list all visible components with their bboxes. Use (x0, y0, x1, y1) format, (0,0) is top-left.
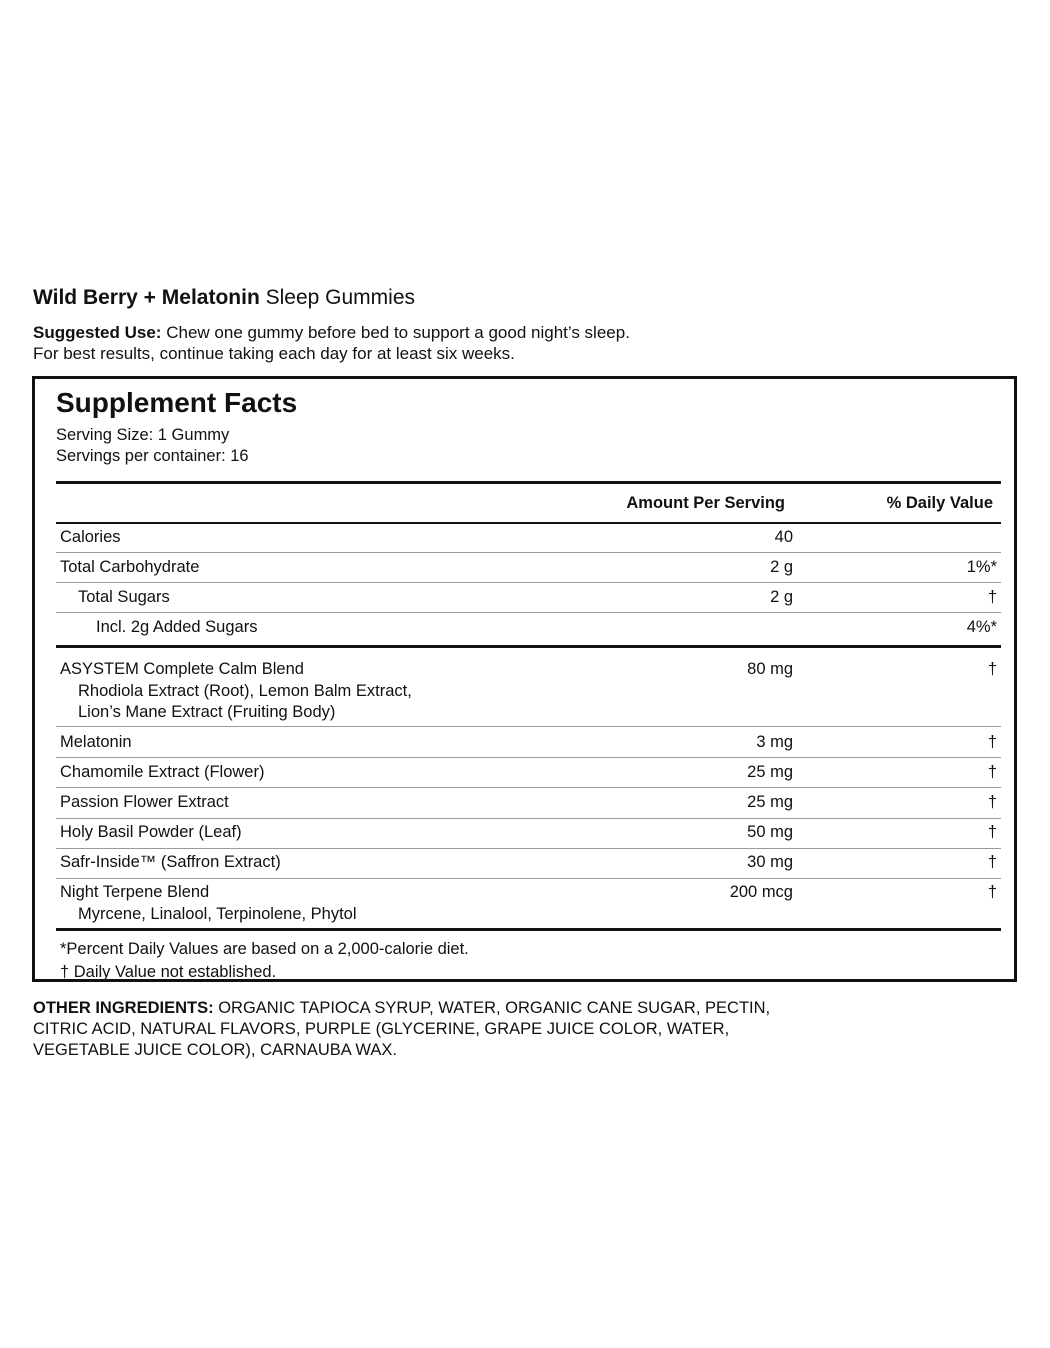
nutrient-name: Passion Flower Extract (60, 793, 229, 811)
nutrient-daily-value: † (987, 883, 997, 901)
nutrient-amount: 30 mg (747, 853, 793, 871)
nutrient-name: Night Terpene Blend (60, 883, 210, 901)
nutrient-daily-value: 4%* (966, 618, 997, 636)
serving-info (56, 425, 249, 467)
facts-title: Supplement Facts (56, 387, 298, 418)
nutrient-daily-value: † (987, 588, 997, 606)
column-header-daily-value: % Daily Value (886, 494, 993, 512)
nutrient-name: Holy Basil Powder (Leaf) (60, 823, 242, 841)
divider (56, 645, 1001, 648)
nutrient-name: Safr-Inside™ (Saffron Extract) (60, 853, 281, 871)
suggested-use-line1: Chew one gummy before bed to support a good night’s sleep. (166, 323, 630, 342)
divider (56, 928, 1001, 931)
nutrient-amount: 25 mg (747, 763, 793, 781)
other-ingredients (33, 998, 1013, 1061)
divider (56, 582, 1001, 583)
nutrient-daily-value: † (987, 733, 997, 751)
nutrient-daily-value: † (987, 763, 997, 781)
footnote-daily-values: *Percent Daily Values are based on a 2,000-calorie diet. (60, 940, 469, 958)
product-title (33, 286, 415, 310)
divider (56, 481, 1001, 484)
nutrient-name: Melatonin (60, 733, 132, 751)
other-ingredients-line2: CITRIC ACID, NATURAL FLAVORS, PURPLE (GLYCERINE, GRAPE JUICE COLOR, WATER, (33, 1020, 730, 1038)
nutrient-name: Total Carbohydrate (60, 558, 200, 576)
divider (56, 848, 1001, 849)
blend-ingredients-line2: Lion’s Mane Extract (Fruiting Body) (78, 703, 336, 721)
divider (56, 878, 1001, 879)
column-header-amount: Amount Per Serving (626, 494, 785, 512)
product-title-regular: Sleep Gummies (265, 286, 415, 309)
footnote-dagger: † Daily Value not established. (60, 963, 277, 981)
suggested-use-label: Suggested Use: (33, 323, 162, 342)
nutrient-name: Total Sugars (78, 588, 170, 606)
nutrient-name: Incl. 2g Added Sugars (96, 618, 258, 636)
other-ingredients-line1: ORGANIC TAPIOCA SYRUP, WATER, ORGANIC CANE SUGAR, PECTIN, (218, 999, 771, 1017)
serving-size: Serving Size: 1 Gummy (56, 426, 230, 444)
nutrient-daily-value: † (987, 660, 997, 678)
divider (56, 818, 1001, 819)
divider (56, 787, 1001, 788)
nutrient-name: ASYSTEM Complete Calm Blend (60, 660, 304, 678)
nutrient-name: Chamomile Extract (Flower) (60, 763, 265, 781)
divider (56, 612, 1001, 613)
nutrient-amount: 50 mg (747, 823, 793, 841)
nutrient-amount: 80 mg (747, 660, 793, 678)
nutrient-daily-value: † (987, 793, 997, 811)
suggested-use-line2: For best results, continue taking each day for at least six weeks. (33, 344, 515, 363)
nutrient-amount: 2 g (770, 558, 793, 576)
suggested-use (33, 322, 993, 364)
nutrient-name: Calories (60, 528, 121, 546)
nutrient-amount: 200 mcg (729, 883, 793, 901)
divider (56, 726, 1001, 727)
servings-per-container: Servings per container: 16 (56, 447, 249, 465)
other-ingredients-line3: VEGETABLE JUICE COLOR), CARNAUBA WAX. (33, 1041, 397, 1059)
blend-ingredients: Myrcene, Linalool, Terpinolene, Phytol (78, 905, 357, 923)
nutrient-daily-value: 1%* (966, 558, 997, 576)
nutrient-amount: 2 g (770, 588, 793, 606)
nutrient-amount: 3 mg (756, 733, 793, 751)
supplement-facts-panel (32, 376, 1017, 982)
blend-ingredients (78, 681, 412, 723)
nutrient-daily-value: † (987, 823, 997, 841)
other-ingredients-label: OTHER INGREDIENTS: (33, 999, 214, 1017)
divider (56, 552, 1001, 553)
product-title-bold: Wild Berry + Melatonin (33, 286, 260, 309)
divider (56, 757, 1001, 758)
nutrient-amount: 40 (774, 528, 793, 546)
nutrient-amount: 25 mg (747, 793, 793, 811)
blend-ingredients-line1: Rhodiola Extract (Root), Lemon Balm Extract, (78, 682, 412, 700)
nutrient-daily-value: † (987, 853, 997, 871)
divider (56, 522, 1001, 524)
